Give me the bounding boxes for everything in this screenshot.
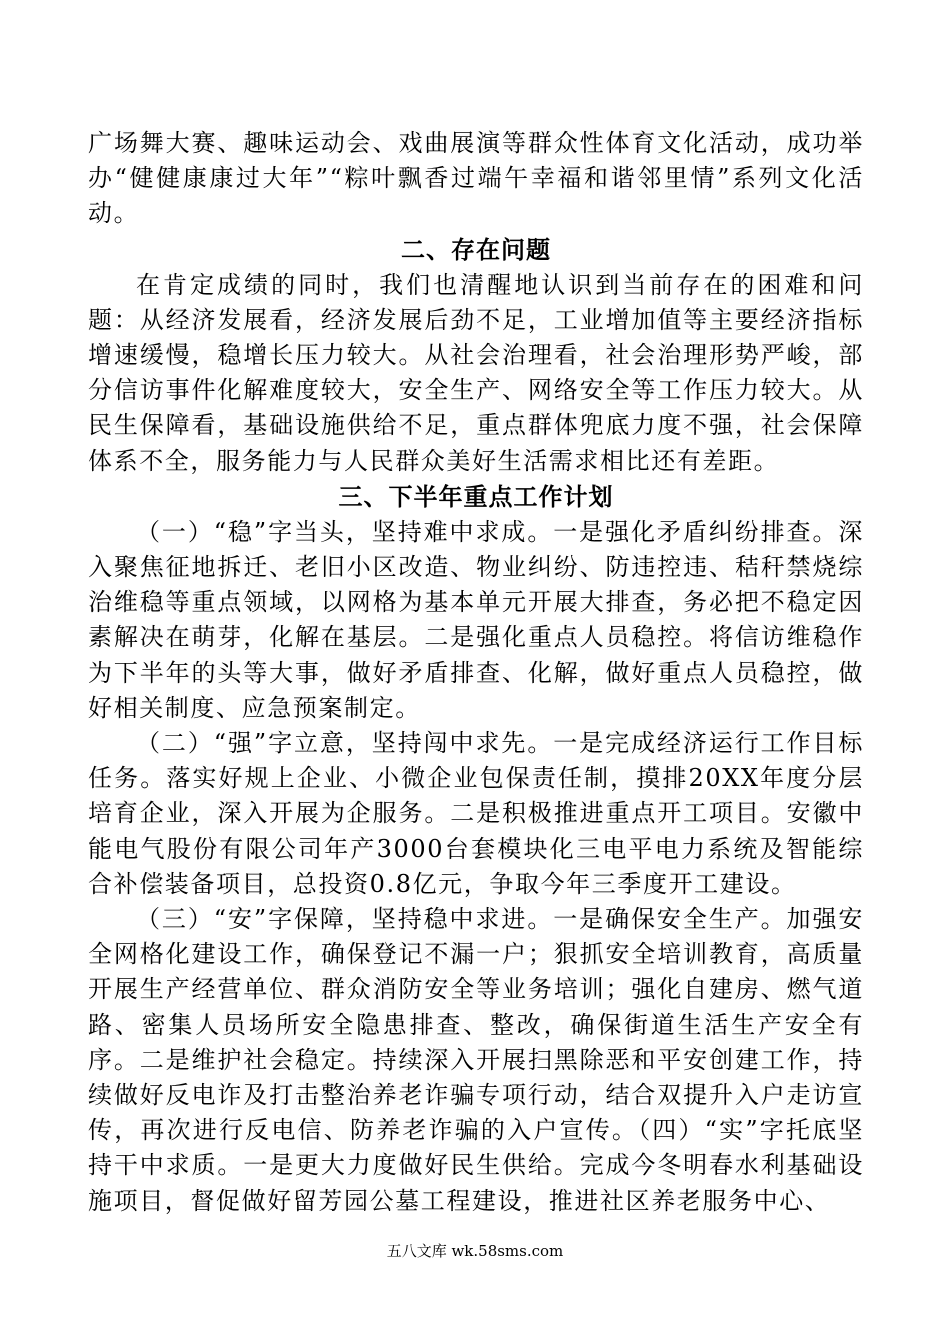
- paragraph-plan-strength: （二）“强”字立意，坚持闯中求先。一是完成经济运行工作目标任务。落实好规上企业、小微企业包保责任制，摸排20XX年度分层培育企业，深入开展为企服务。二是积极推进重点开工项目。安徽中能电气股份有限公司年产3000台套模块化三电平电力系统及智能综合补偿装备项目，总投资0.8亿元，争取今年三季度开工建设。: [88, 729, 864, 898]
- footer-watermark: 五八文库 wk.58sms.com: [386, 1242, 564, 1260]
- paragraph-problems: 在肯定成绩的同时，我们也清醒地认识到当前存在的困难和问题：从经济发展看，经济发展后劲不足，工业增加值等主要经济指标增速缓慢，稳增长压力较大。从社会治理看，社会治理形势严峻，部分信访事件化解难度较大，安全生产、网络安全等工作压力较大。从民生保障看，基础设施供给不足，重点群体兜底力度不强，社会保障体系不全，服务能力与人民群众美好生活需求相比还有差距。: [88, 270, 864, 475]
- paragraph-activities: 广场舞大赛、趣味运动会、戏曲展演等群众性体育文化活动，成功举办“健健康康过大年”“粽叶飘香过端午幸福和谐邻里情”系列文化活动。: [88, 129, 864, 228]
- document-body: [88, 126, 864, 1219]
- section-heading-plan: 三、下半年重点工作计划: [338, 482, 614, 511]
- section-heading-problems: 二、存在问题: [401, 235, 551, 264]
- paragraph-plan-safety: （三）“安”字保障，坚持稳中求进。一是确保安全生产。加强安全网格化建设工作，确保登记不漏一户；狠抓安全培训教育，高质量开展生产经营单位、群众消防安全等业务培训；强化自建房、燃气道路、密集人员场所安全隐患排查、整改，确保街道生活生产安全有序。二是维护社会稳定。持续深入开展扫黑除恶和平安创建工作，持续做好反电诈及打击整治养老诈骗专项行动，结合双提升入户走访宣传，再次进行反电信、防养老诈骗的入户宣传。（四）“实”字托底坚持干中求质。一是更大力度做好民生供给。完成今冬明春水利基础设施项目，督促做好留芳园公墓工程建设，推进社区养老服务中心、: [88, 905, 864, 1215]
- paragraph-plan-stability: （一）“稳”字当头，坚持难中求成。一是强化矛盾纠纷排查。深入聚焦征地拆迁、老旧小区改造、物业纠纷、防违控违、秸秆禁烧综治维稳等重点领域，以网格为基本单元开展大排查，务必把不稳定因素解决在萌芽，化解在基层。二是强化重点人员稳控。将信访维稳作为下半年的头等大事，做好矛盾排查、化解，做好重点人员稳控，做好相关制度、应急预案制定。: [88, 517, 864, 722]
